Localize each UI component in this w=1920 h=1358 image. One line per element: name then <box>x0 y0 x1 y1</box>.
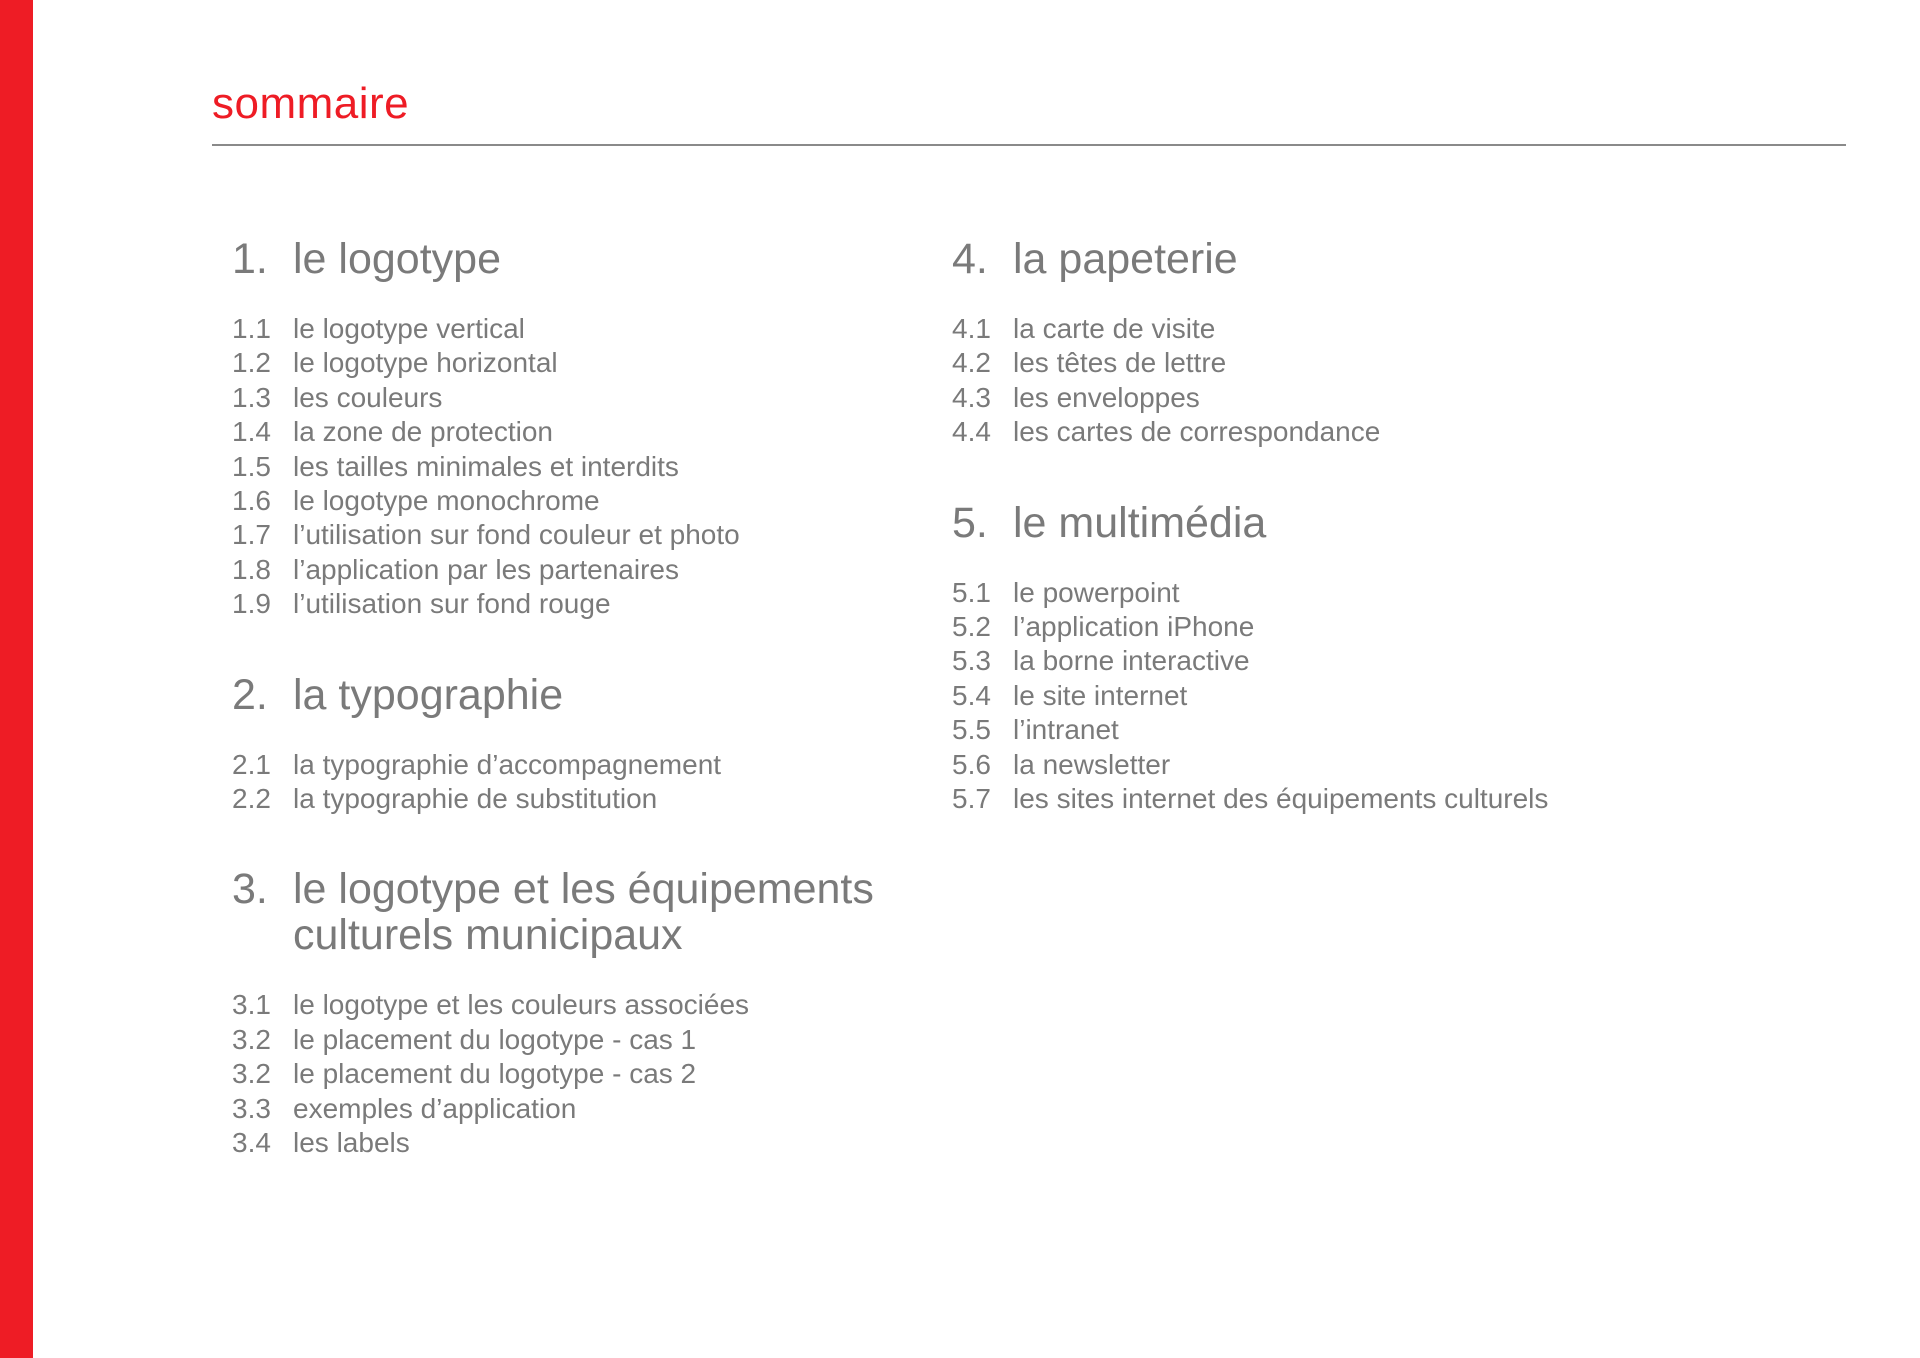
entry-number: 2.1 <box>232 748 271 780</box>
entry-number: 5.5 <box>952 714 991 746</box>
section-number: 1. <box>232 235 268 283</box>
toc-entry[interactable] <box>232 553 952 587</box>
title-divider <box>212 144 1846 146</box>
entry-number: 3.3 <box>232 1092 271 1124</box>
entry-number: 4.4 <box>952 416 991 448</box>
section-heading <box>232 866 952 958</box>
entry-number: 2.2 <box>232 783 271 815</box>
toc-section-5 <box>952 500 1792 817</box>
entry-number: 5.6 <box>952 748 991 780</box>
toc-entry[interactable] <box>232 1126 952 1160</box>
section-title: la typographie <box>293 670 564 719</box>
toc-entry[interactable] <box>952 312 1792 346</box>
entry-number: 1.2 <box>232 347 271 379</box>
entry-label: la typographie d’accompagnement <box>293 748 722 780</box>
toc-entry[interactable] <box>232 1057 952 1091</box>
entry-label: la typographie de substitution <box>293 783 658 815</box>
section-heading <box>232 672 952 718</box>
entry-label: le logotype vertical <box>293 313 525 344</box>
toc-entry[interactable] <box>232 587 952 621</box>
toc-entry[interactable] <box>232 988 952 1022</box>
toc-entry[interactable] <box>952 748 1792 782</box>
toc-entry[interactable] <box>952 644 1792 678</box>
toc-left-column <box>232 236 952 1211</box>
toc-entry[interactable] <box>952 346 1792 380</box>
toc-entry[interactable] <box>232 346 952 380</box>
entry-label: les sites internet des équipements culturels <box>1013 783 1549 815</box>
entry-label: la borne interactive <box>1013 645 1250 677</box>
entry-label: l’utilisation sur fond couleur et photo <box>293 519 740 551</box>
entry-number: 5.4 <box>952 679 991 711</box>
entry-label: le site internet <box>1013 679 1188 711</box>
entry-label: le placement du logotype - cas 1 <box>293 1023 697 1055</box>
toc-entry[interactable] <box>232 748 952 782</box>
section-title: le multimédia <box>1013 498 1267 547</box>
toc-entry[interactable] <box>232 1023 952 1057</box>
section-number: 5. <box>952 498 988 547</box>
entry-number: 3.2 <box>232 1023 271 1055</box>
entry-number: 4.1 <box>952 313 991 344</box>
entry-number: 1.6 <box>232 485 271 517</box>
entry-label: le logotype et les couleurs associées <box>293 989 750 1021</box>
toc-entry[interactable] <box>232 450 952 484</box>
entry-label: l’intranet <box>1013 714 1119 746</box>
toc-section-2 <box>232 672 952 817</box>
section-number: 3. <box>232 865 268 914</box>
entry-number: 1.3 <box>232 381 271 413</box>
entry-label: l’application iPhone <box>1013 611 1255 643</box>
entry-number: 3.4 <box>232 1127 271 1159</box>
toc-right-column <box>952 236 1792 866</box>
entry-number: 5.1 <box>952 576 991 608</box>
entry-number: 1.8 <box>232 553 271 585</box>
toc-entry[interactable] <box>232 1092 952 1126</box>
entry-label: la zone de protection <box>293 416 553 448</box>
red-side-bar <box>0 0 33 1358</box>
section-heading <box>232 236 952 282</box>
section-title: la papeterie <box>1013 235 1238 283</box>
toc-section-1 <box>232 236 952 622</box>
entry-label: la newsletter <box>1013 748 1171 780</box>
toc-entry[interactable] <box>952 713 1792 747</box>
entry-number: 5.2 <box>952 611 991 643</box>
section-number: 4. <box>952 235 988 283</box>
toc-entry[interactable] <box>232 518 952 552</box>
entry-number: 4.3 <box>952 381 991 413</box>
section-title: le logotype <box>293 235 501 283</box>
entry-label: les enveloppes <box>1013 381 1200 413</box>
entry-label: l’application par les partenaires <box>293 553 679 585</box>
toc-entry[interactable] <box>232 415 952 449</box>
page-title: sommaire <box>212 79 410 128</box>
toc-section-4 <box>952 236 1792 450</box>
section-title: le logotype et les équipements culturels municipaux <box>293 865 874 960</box>
entry-number: 1.7 <box>232 519 271 551</box>
entry-number: 5.3 <box>952 645 991 677</box>
entry-label: les couleurs <box>293 381 443 413</box>
entry-label: la carte de visite <box>1013 313 1216 344</box>
toc-entry[interactable] <box>952 679 1792 713</box>
entry-label: les labels <box>293 1127 410 1159</box>
section-heading <box>952 236 1792 282</box>
toc-entry[interactable] <box>952 576 1792 610</box>
toc-section-3 <box>232 866 952 1160</box>
entry-number: 1.5 <box>232 450 271 482</box>
entry-label: l’utilisation sur fond rouge <box>293 588 611 620</box>
toc-entry[interactable] <box>952 415 1792 449</box>
entry-label: les têtes de lettre <box>1013 347 1227 379</box>
entry-label: le placement du logotype - cas 2 <box>293 1058 697 1090</box>
entry-number: 3.1 <box>232 989 271 1021</box>
section-number: 2. <box>232 670 268 719</box>
entry-number: 1.4 <box>232 416 271 448</box>
entry-number: 3.2 <box>232 1058 271 1090</box>
toc-entry[interactable] <box>952 782 1792 816</box>
toc-entry[interactable] <box>232 782 952 816</box>
entry-number: 5.7 <box>952 783 991 815</box>
entry-label: le powerpoint <box>1013 576 1180 608</box>
entry-label: exemples d’application <box>293 1092 577 1124</box>
toc-entry[interactable] <box>952 610 1792 644</box>
entry-label: le logotype horizontal <box>293 347 558 379</box>
entry-label: les tailles minimales et interdits <box>293 450 679 482</box>
toc-entry[interactable] <box>232 381 952 415</box>
entry-number: 1.9 <box>232 588 271 620</box>
toc-entry[interactable] <box>952 381 1792 415</box>
toc-entry[interactable] <box>232 484 952 518</box>
entry-number: 4.2 <box>952 347 991 379</box>
entry-label: le logotype monochrome <box>293 485 600 517</box>
entry-number: 1.1 <box>232 313 271 344</box>
toc-entry[interactable] <box>232 312 952 346</box>
section-heading <box>952 500 1792 546</box>
entry-label: les cartes de correspondance <box>1013 416 1381 448</box>
